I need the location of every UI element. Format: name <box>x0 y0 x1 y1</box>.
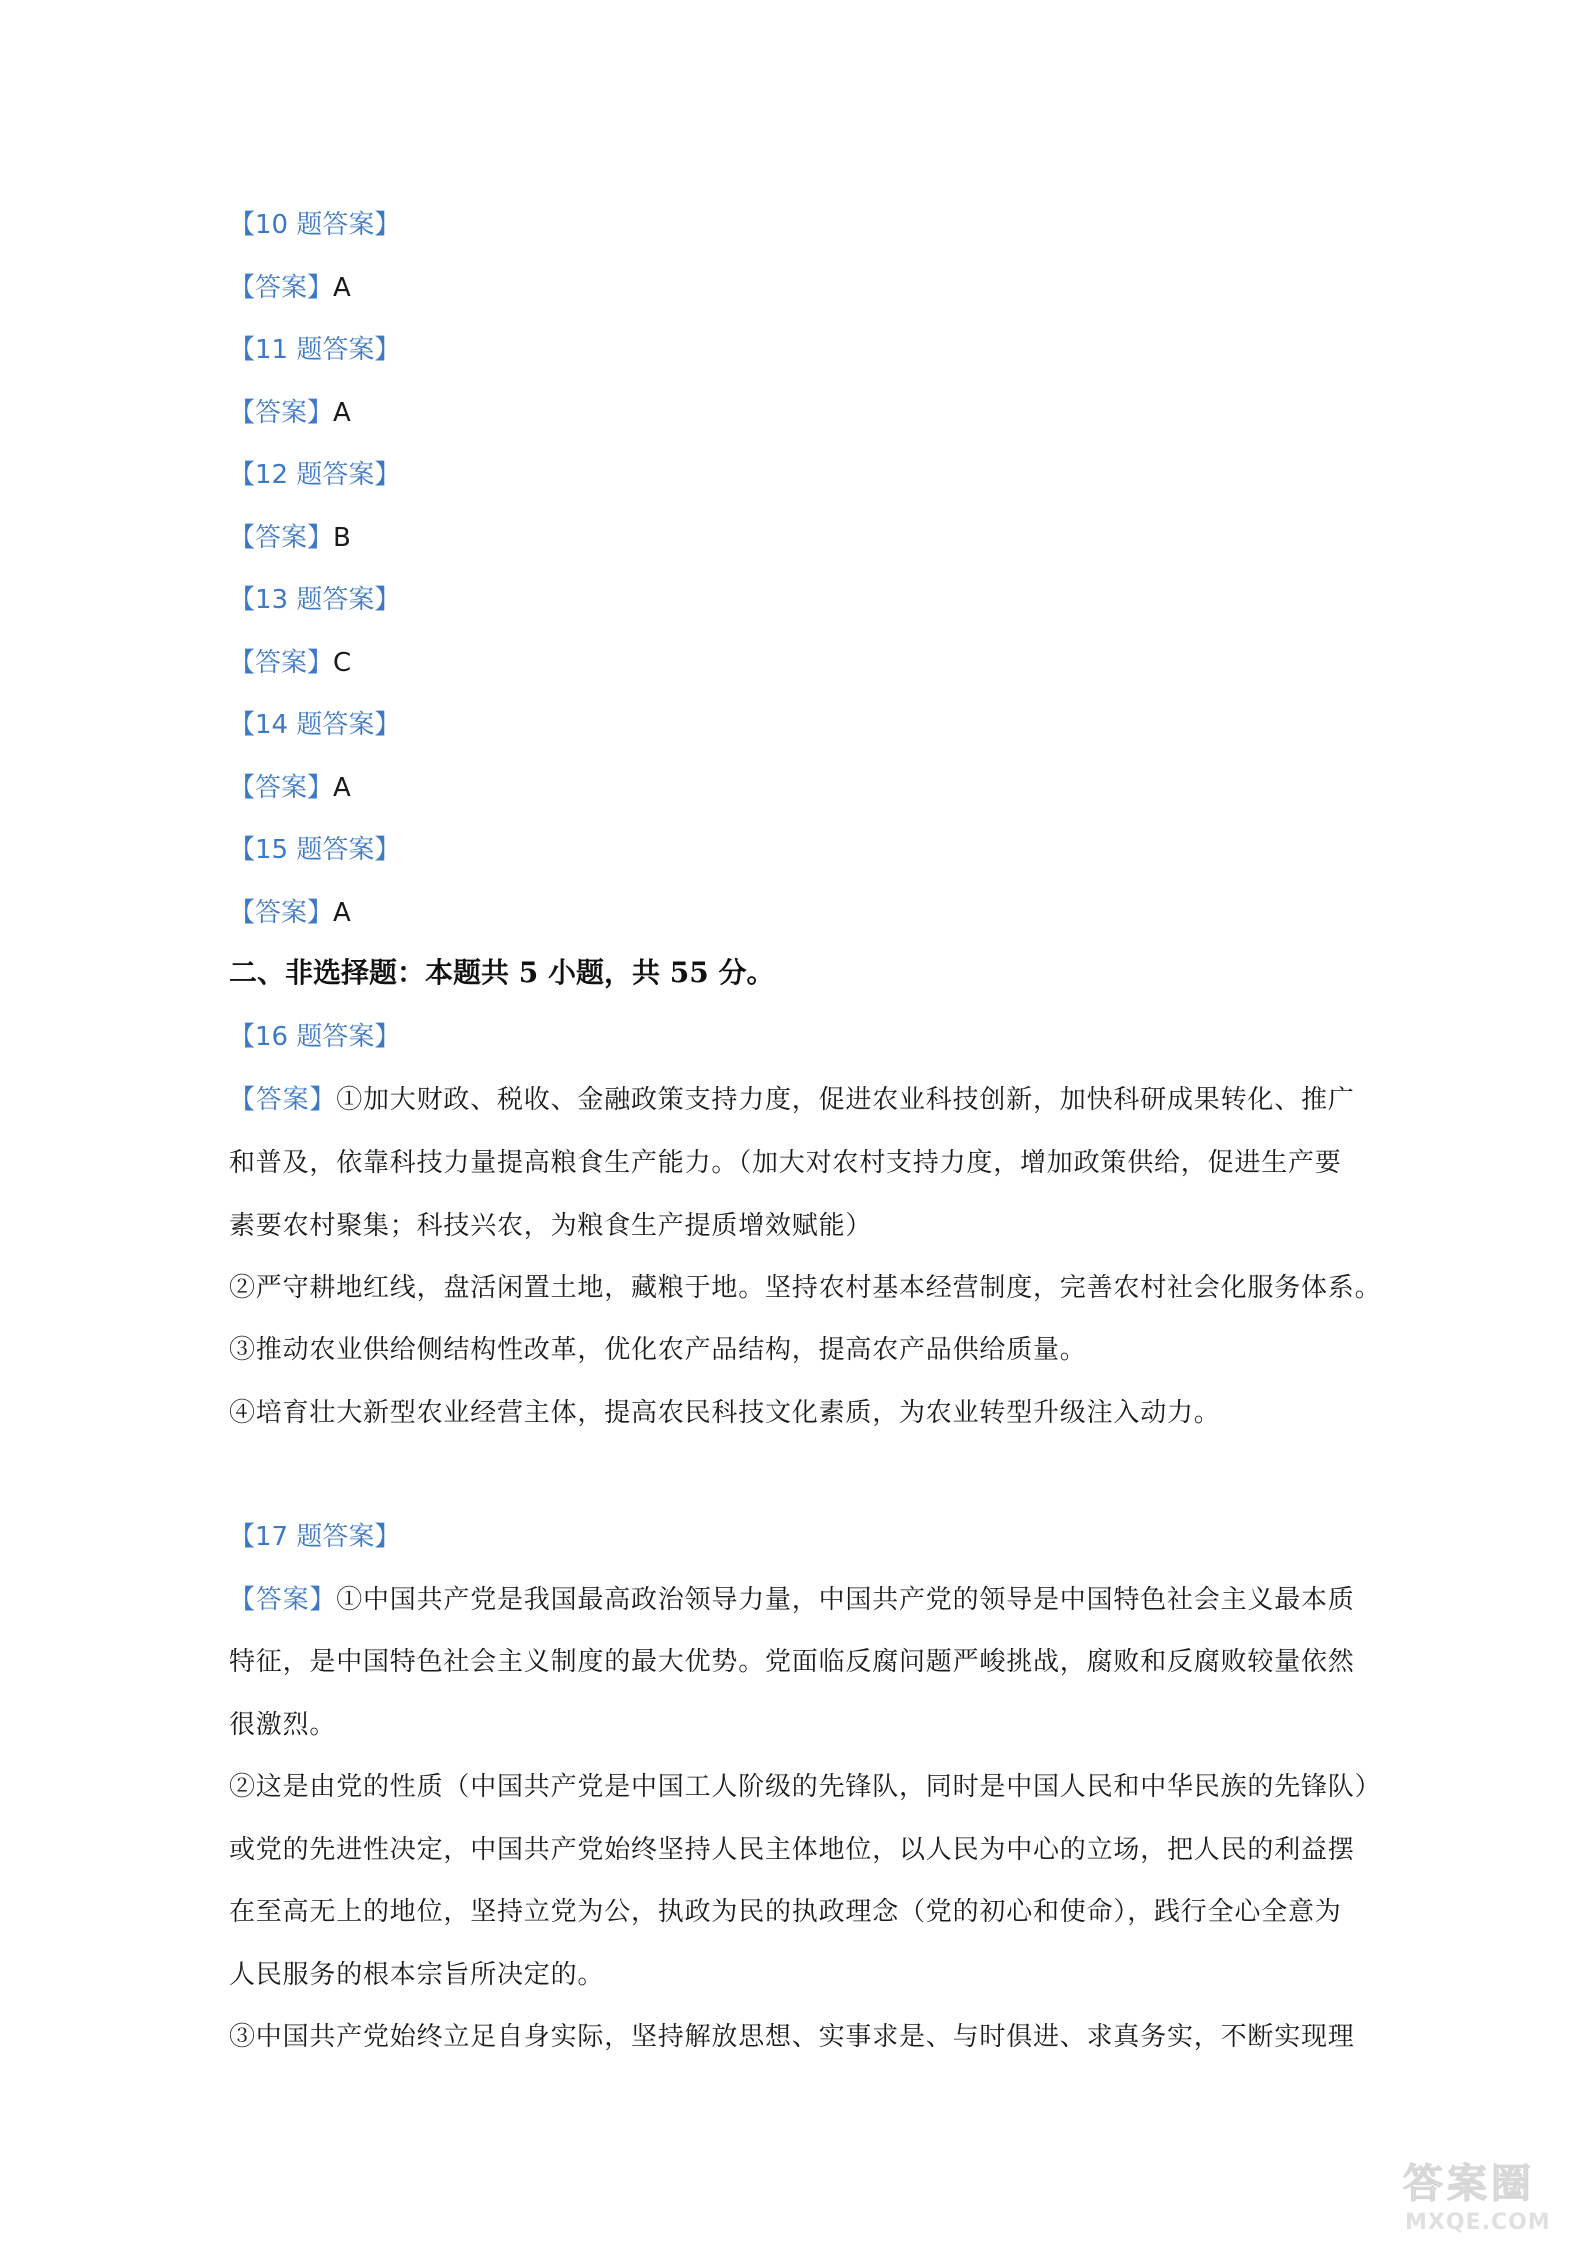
watermark-url: MXQE.COM <box>1405 2210 1551 2235</box>
q15-answer <box>229 895 351 931</box>
q16-line: 和普及，依靠科技力量提高粮食生产能力。（加大对农村支持力度，增加政策供给，促进生产要 <box>229 1148 1342 1178</box>
answer-value: A <box>333 273 351 303</box>
answer-value: C <box>333 648 352 678</box>
q12-header: 【12 题答案】 <box>229 460 401 490</box>
answer-label: 【答案】 <box>229 1085 337 1115</box>
q17-line: ③中国共产党始终立足自身实际，坚持解放思想、实事求是、与时俱进、求真务实，不断实现理 <box>229 2022 1355 2052</box>
q16-header: 【16 题答案】 <box>229 1022 401 1052</box>
q16-line: ④培育壮大新型农业经营主体，提高农民科技文化素质，为农业转型升级注入动力。 <box>229 1398 1221 1428</box>
answer-value: B <box>333 523 351 553</box>
q17-header: 【17 题答案】 <box>229 1522 401 1552</box>
q17-line: 在至高无上的地位，坚持立党为公，执政为民的执政理念（党的初心和使命），践行全心全意为 <box>229 1897 1342 1927</box>
q16-line: 素要农村聚集；科技兴农，为粮食生产提质增效赋能） <box>229 1211 873 1241</box>
q17-line: ②这是由党的性质（中国共产党是中国工人阶级的先锋队，同时是中国人民和中华民族的先锋队） <box>229 1772 1382 1802</box>
answer-label: 【答案】 <box>229 898 334 928</box>
q16-text: ①加大财政、税收、金融政策支持力度，促进农业科技创新，加快科研成果转化、推广 <box>336 1085 1355 1115</box>
q12-answer <box>229 520 351 556</box>
answer-value: A <box>333 773 351 803</box>
q16-line: ②严守耕地红线，盘活闲置土地，藏粮于地。坚持农村基本经营制度，完善农村社会化服务体系。 <box>229 1273 1382 1303</box>
section-heading: 二、非选择题：本题共 5 小题，共 55 分。 <box>229 956 775 989</box>
q14-answer <box>229 770 351 806</box>
q14-header: 【14 题答案】 <box>229 710 401 740</box>
q16-line <box>229 1082 1355 1118</box>
answer-label: 【答案】 <box>229 1585 337 1615</box>
watermark-logo <box>1403 2161 1583 2237</box>
answer-value: A <box>333 898 351 928</box>
q10-answer <box>229 270 351 306</box>
q13-answer <box>229 645 351 681</box>
q17-line: 很激烈。 <box>229 1710 337 1740</box>
q11-answer <box>229 395 351 431</box>
q13-header: 【13 题答案】 <box>229 585 401 615</box>
q17-line: 或党的先进性决定，中国共产党始终坚持人民主体地位，以人民为中心的立场，把人民的利益摆 <box>229 1835 1355 1865</box>
q10-header: 【10 题答案】 <box>229 210 401 240</box>
answer-label: 【答案】 <box>229 273 334 303</box>
q17-line <box>229 1582 1355 1618</box>
q17-text: ①中国共产党是我国最高政治领导力量，中国共产党的领导是中国特色社会主义最本质 <box>336 1585 1355 1615</box>
answer-label: 【答案】 <box>229 523 334 553</box>
q17-line: 特征，是中国特色社会主义制度的最大优势。党面临反腐问题严峻挑战，腐败和反腐败较量依然 <box>229 1647 1355 1677</box>
q17-line: 人民服务的根本宗旨所决定的。 <box>229 1960 605 1990</box>
answer-value: A <box>333 398 351 428</box>
answer-label: 【答案】 <box>229 773 334 803</box>
watermark-title: 答案圈 <box>1403 2161 1535 2207</box>
q11-header: 【11 题答案】 <box>229 335 401 365</box>
answer-label: 【答案】 <box>229 648 334 678</box>
q15-header: 【15 题答案】 <box>229 835 401 865</box>
q16-line: ③推动农业供给侧结构性改革，优化农产品结构，提高农产品供给质量。 <box>229 1335 1087 1365</box>
answer-label: 【答案】 <box>229 398 334 428</box>
